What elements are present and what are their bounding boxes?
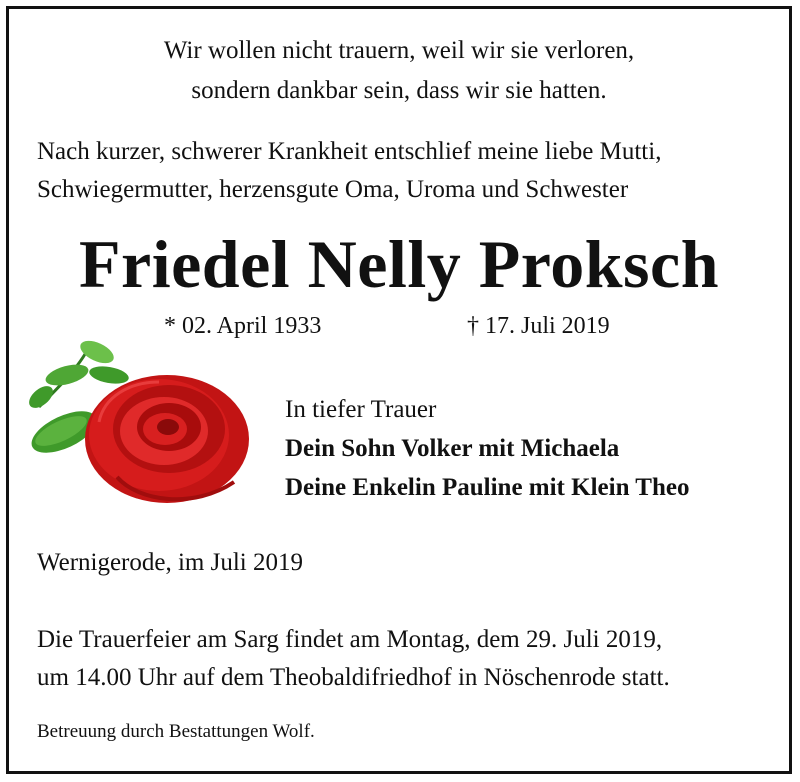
deceased-name: Friedel Nelly Proksch (78, 226, 720, 302)
obituary-frame (6, 6, 792, 774)
undertaker-note: Betreuung durch Bestattungen Wolf. (37, 721, 315, 742)
intro-line-1: Nach kurzer, schwerer Krankheit entschlief meine liebe Mutti, (37, 138, 662, 165)
intro-line-2: Schwiegermutter, herzensgute Oma, Uroma und Schwester (37, 176, 629, 203)
motto-line-1: Wir wollen nicht trauern, weil wir sie verloren, (163, 37, 635, 64)
mourner-line-2: Deine Enkelin Pauline mit Klein Theo (285, 474, 690, 501)
birth-date: * 02. April 1933 (164, 313, 322, 339)
rose-image (19, 327, 254, 517)
place-date: Wernigerode, im Juli 2019 (37, 549, 303, 576)
mourners-heading: In tiefer Trauer (285, 396, 437, 423)
funeral-line-2: um 14.00 Uhr auf dem Theobaldifriedhof in Nöschenrode statt. (37, 664, 670, 691)
mourner-line-1: Dein Sohn Volker mit Michaela (285, 435, 620, 462)
funeral-line-1: Die Trauerfeier am Sarg findet am Montag, dem 29. Juli 2019, (37, 626, 663, 653)
death-date: † 17. Juli 2019 (467, 313, 610, 339)
motto-line-2: sondern dankbar sein, dass wir sie hatten. (191, 77, 607, 104)
